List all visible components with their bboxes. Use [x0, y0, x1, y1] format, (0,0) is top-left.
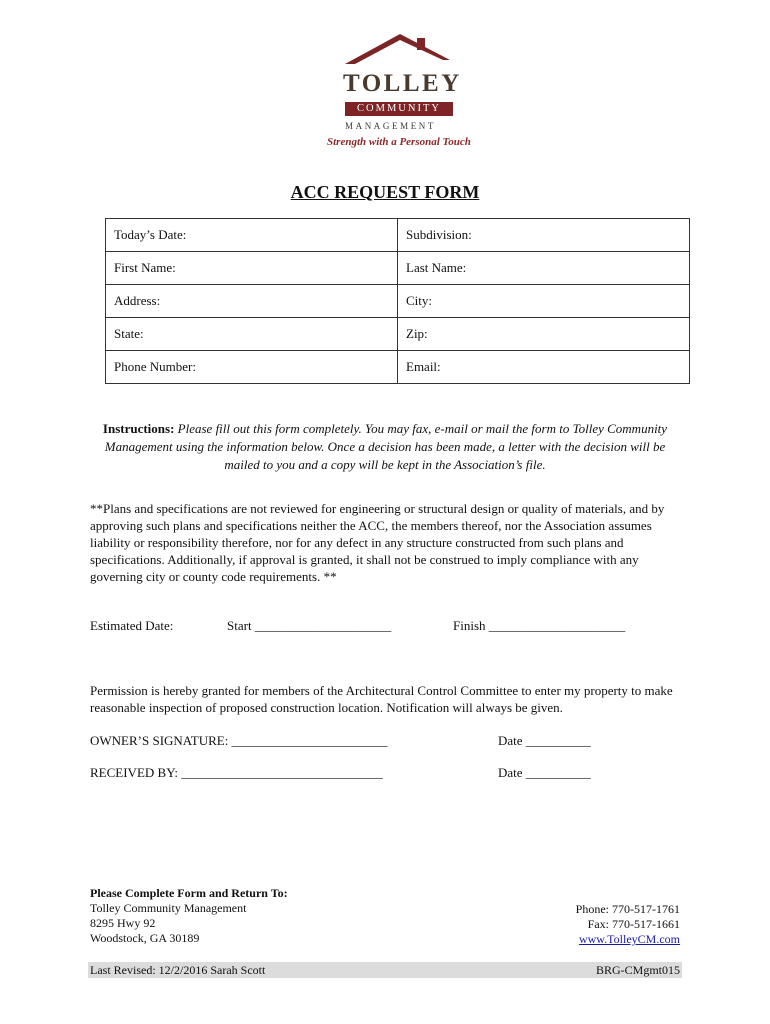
received-by-field[interactable]: RECEIVED BY: _______________________________	[90, 765, 383, 780]
subdivision-field[interactable]: Subdivision:	[398, 219, 690, 252]
revision-bar	[88, 962, 682, 978]
street-address: 8295 Hwy 92	[90, 916, 156, 930]
return-address	[90, 886, 288, 946]
org-name: Tolley Community Management	[90, 901, 247, 915]
tolley-logo	[325, 30, 470, 155]
email-field[interactable]: Email:	[398, 351, 690, 384]
table-row	[106, 318, 690, 351]
instructions	[90, 420, 680, 474]
last-name-field[interactable]: Last Name:	[398, 252, 690, 285]
table-row	[106, 351, 690, 384]
finish-date-field[interactable]: Finish _____________________	[453, 618, 626, 633]
website-link[interactable]: www.TolleyCM.com	[578, 932, 680, 946]
fax-number: Fax: 770-517-1661	[587, 917, 680, 931]
plans-disclaimer: **Plans and specifications are not reviewed for engineering or structural design or quality of materials, and by approving such plans and specifications neither the ACC, the members thereof, nor the Association assumes liability or responsibility therefore, nor for any defect in any structure constructed from such plans and specifications. Additionally, if approval is granted, it shall not be construed to imply compliance with any governing city or county code requirements. **	[90, 501, 665, 584]
return-heading: Please Complete Form and Return To:	[90, 886, 288, 900]
phone-number-field[interactable]: Phone Number:	[106, 351, 398, 384]
logo-line-management: MANAGEMENT	[345, 121, 436, 131]
permission-statement: Permission is hereby granted for members of the Architectural Control Committee to enter my property to make reasonable inspection of proposed construction location. Notification will always be given.	[90, 683, 673, 715]
instructions-label: Instructions:	[102, 421, 175, 436]
table-row	[106, 285, 690, 318]
applicant-info-table	[105, 218, 690, 384]
instructions-text: Please fill out this form completely. You may fax, e-mail or mail the form to Tolley Community Management using the information below. Once a decision has been made, a letter with the decision will be mailed to you and a copy will be kept in the Association’s file.	[104, 421, 668, 472]
phone-number: Phone: 770-517-1761	[575, 902, 680, 916]
state-field[interactable]: State:	[106, 318, 398, 351]
address-field[interactable]: Address:	[106, 285, 398, 318]
logo-line-community: COMMUNITY	[345, 102, 453, 116]
owner-date-field[interactable]: Date __________	[498, 733, 591, 748]
form-title-text: ACC REQUEST FORM	[290, 182, 480, 202]
todays-date-field[interactable]: Today’s Date:	[106, 219, 398, 252]
house-roof-icon	[325, 30, 470, 70]
last-revised: Last Revised: 12/2/2016 Sarah Scott	[90, 963, 266, 977]
contact-info	[576, 902, 680, 947]
form-title	[0, 182, 770, 203]
logo-tagline: Strength with a Personal Touch	[327, 136, 471, 148]
city-field[interactable]: City:	[398, 285, 690, 318]
zip-field[interactable]: Zip:	[398, 318, 690, 351]
estimated-date-label: Estimated Date:	[90, 618, 174, 633]
received-date-field[interactable]: Date __________	[498, 765, 591, 780]
owner-signature-field[interactable]: OWNER’S SIGNATURE: ________________________	[90, 733, 388, 748]
logo-line-tolley: TOLLEY	[343, 70, 462, 97]
table-row	[106, 252, 690, 285]
first-name-field[interactable]: First Name:	[106, 252, 398, 285]
city-state-zip: Woodstock, GA 30189	[90, 931, 200, 945]
form-code: BRG-CMgmt015	[595, 963, 680, 977]
table-row	[106, 219, 690, 252]
start-date-field[interactable]: Start _____________________	[227, 618, 392, 633]
